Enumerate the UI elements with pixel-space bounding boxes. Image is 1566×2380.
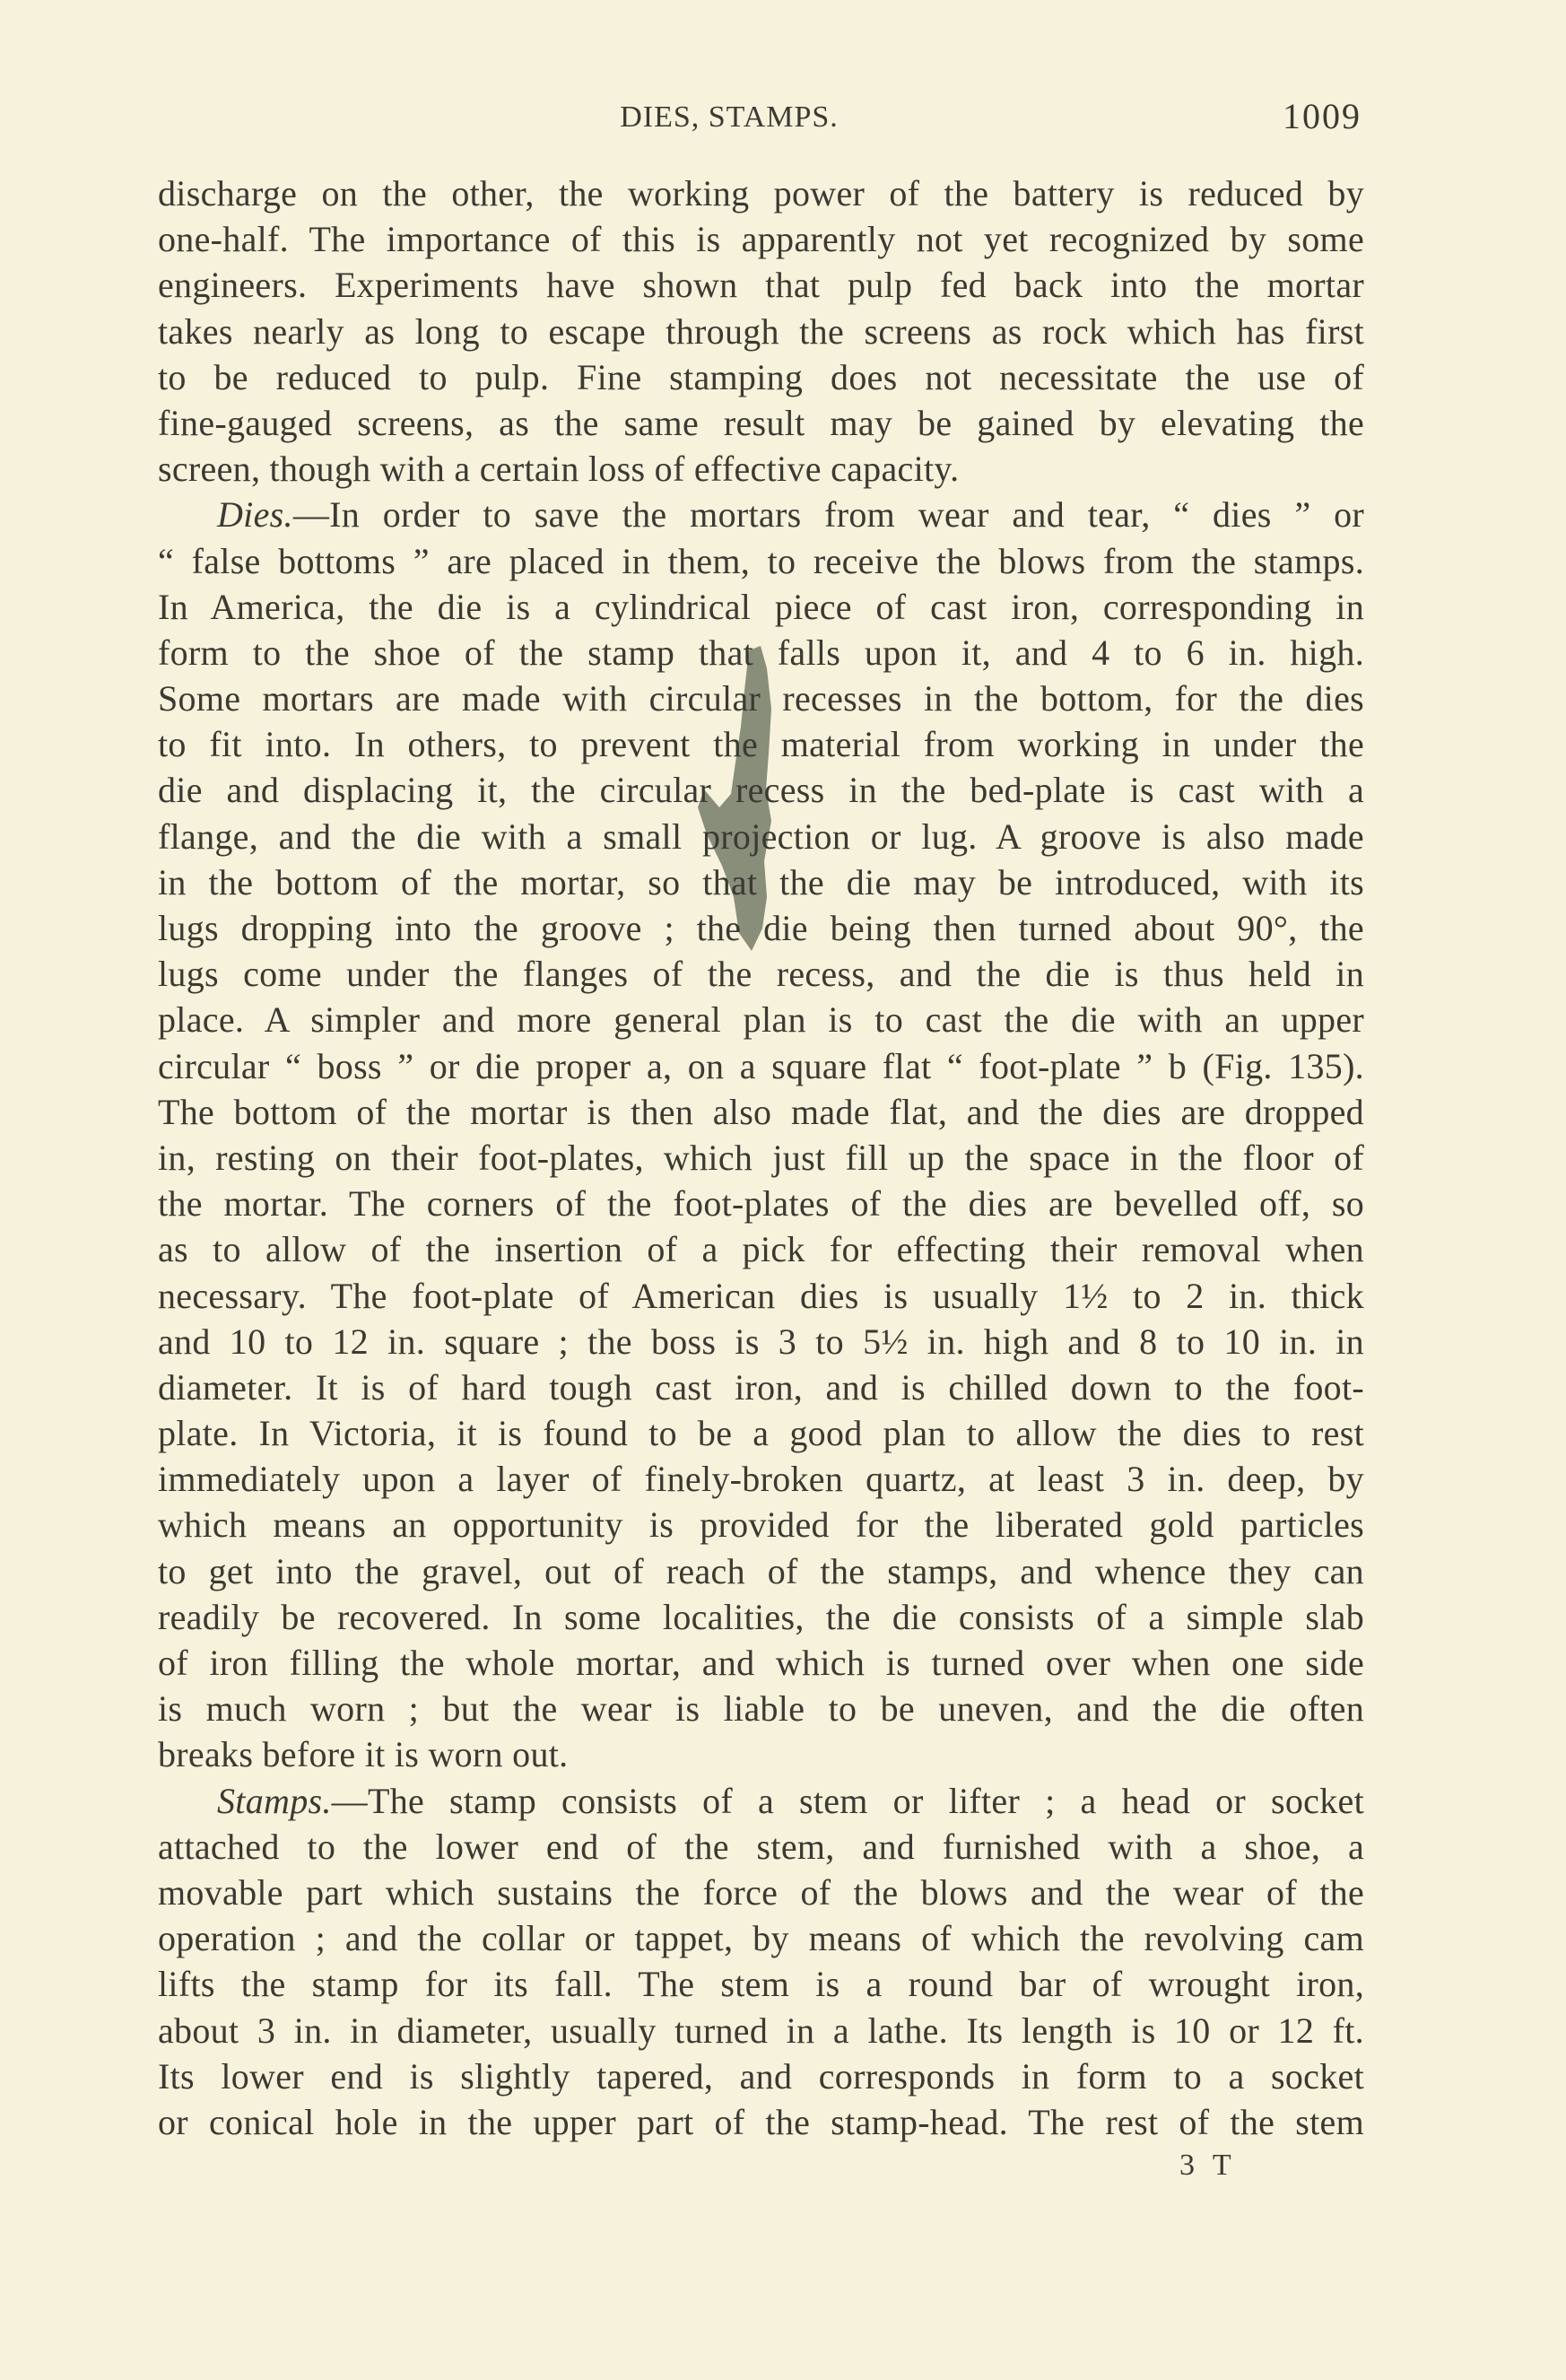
text-line [158,2008,1364,2053]
line-text: Some mortars are made with circular recesses in the bottom, for the dies [158,678,1364,719]
text-line [158,446,1364,492]
line-text: is much worn ; but the wear is liable to be uneven, and the die often [158,1688,1364,1730]
text-line [158,1686,1364,1731]
line-text: die and displacing it, the circular recess in the bed-plate is cast with a [158,770,1364,811]
text-line [158,1961,1364,2007]
text-line [158,1640,1364,1686]
text-line [158,1548,1364,1594]
line-text: one-half. The importance of this is apparently not yet recognized by some [158,219,1364,260]
text-line [158,1915,1364,1961]
text-line [158,262,1364,308]
line-text: or conical hole in the upper part of the stamp-head. The rest of the stem [158,2101,1364,2142]
line-text: necessary. The foot-plate of American dies is usually 1½ to 2 in. thick [158,1275,1364,1316]
section-lead: Stamps. [217,1780,332,1821]
signature-mark: 3 T [1179,2149,1237,2182]
page-number: 1009 [1283,96,1362,136]
line-text: fine-gauged screens, as the same result may be gained by elevating the [158,402,1364,443]
line-text: to get into the gravel, out of reach of the stamps, and whence they can [158,1550,1364,1591]
line-text: of iron filling the whole mortar, and which is turned over when one side [158,1643,1364,1683]
text-line [158,354,1364,400]
text-line [158,492,1364,537]
line-text: the mortar. The corners of the foot-plates of the dies are bevelled off, so [158,1183,1364,1225]
text-line [158,905,1364,951]
text-line [158,1731,1364,1777]
text-line [158,1089,1364,1135]
line-text: lugs dropping into the groove ; the die being then turned about 90°, the [158,908,1364,948]
line-text: takes nearly as long to escape through the screens as rock which has first [158,310,1364,352]
text-line [158,1135,1364,1181]
text-line [158,676,1364,721]
running-head: DIES, STAMPS. [620,100,839,134]
text-line [158,2053,1364,2099]
line-text: form to the shoe of the stamp that falls upon it, and 4 to 6 in. high. [158,632,1364,673]
section-lead: Dies. [217,494,293,536]
text-line [158,216,1364,262]
text-line [158,1824,1364,1870]
line-text: immediately upon a layer of finely-broken quartz, at least 3 in. deep, by [158,1459,1364,1500]
line-text: —The stamp consists of a stem or lifter ; a head or socket [331,1780,1364,1821]
line-text: breaks before it is worn out. [158,1734,569,1775]
text-line [158,951,1364,997]
line-text: which means an opportunity is provided for the liberated gold particles [158,1504,1364,1546]
line-text: screen, though with a certain loss of effective capacity. [158,449,960,490]
text-line [158,859,1364,905]
line-text: lugs come under the flanges of the recess, and the die is thus held in [158,954,1364,995]
line-text: lifts the stamp for its fall. The stem is a round bar of wrought iron, [158,1964,1364,2005]
line-text: diameter. It is of hard tough cast iron, and is chilled down to the foot- [158,1366,1364,1408]
text-line [158,1364,1364,1410]
line-text: engineers. Experiments have shown that pulp fed back into the mortar [158,265,1364,306]
text-line [158,814,1364,859]
text-line [158,1456,1364,1502]
line-text: and 10 to 12 in. square ; the boss is 3 to 5½ in. high and 8 to 10 in. in [158,1321,1364,1362]
line-text: in the bottom of the mortar, so that the die may be introduced, with its [158,861,1364,902]
line-text: —In order to save the mortars from wear and tear, “ dies ” or [292,494,1364,536]
text-line [158,630,1364,676]
line-text: readily be recovered. In some localities, the die consists of a simple slab [158,1596,1364,1637]
line-text: place. A simpler and more general plan is to cast the die with an upper [158,999,1364,1041]
line-text: operation ; and the collar or tappet, by means of which the revolving cam [158,1918,1364,1959]
text-line [158,584,1364,630]
line-text: movable part which sustains the force of the blows and the wear of the [158,1871,1364,1913]
line-text: about 3 in. in diameter, usually turned in a lathe. Its length is 10 or 12 ft. [158,2009,1364,2051]
text-line [158,1594,1364,1640]
text-line [158,1273,1364,1319]
line-text: attached to the lower end of the stem, and furnished with a shoe, a [158,1826,1364,1867]
line-text: “ false bottoms ” are placed in them, to receive the blows from the stamps. [158,540,1364,581]
text-line [158,1043,1364,1089]
text-line [158,1778,1364,1824]
line-text: The bottom of the mortar is then also made flat, and the dies are dropped [158,1091,1364,1132]
text-line [158,1226,1364,1272]
line-text: discharge on the other, the working power of the battery is reduced by [158,173,1364,214]
text-line [158,721,1364,767]
line-text: to be reduced to pulp. Fine stamping does not necessitate the use of [158,356,1364,397]
text-line [158,309,1364,354]
line-text: circular “ boss ” or die proper a, on a square flat “ foot-plate ” b (Fig. 135). [158,1045,1364,1086]
text-line [158,1319,1364,1364]
text-line [158,538,1364,584]
text-line [158,170,1364,216]
line-text: to fit into. In others, to prevent the material from working in under the [158,724,1364,765]
text-line [158,1870,1364,1915]
line-text: In America, the die is a cylindrical piece of cast iron, corresponding in [158,586,1364,627]
text-line [158,767,1364,813]
line-text: in, resting on their foot-plates, which just fill up the space in the floor of [158,1137,1364,1178]
body-text [158,170,1364,2145]
text-line [158,400,1364,446]
text-line [158,1181,1364,1226]
line-text: plate. In Victoria, it is found to be a good plan to allow the dies to rest [158,1413,1364,1454]
text-line [158,1502,1364,1547]
line-text: Its lower end is slightly tapered, and corresponds in form to a socket [158,2055,1364,2097]
line-text: flange, and the die with a small projection or lug. A groove is also made [158,815,1364,857]
text-line [158,2099,1364,2145]
text-line [158,1410,1364,1456]
text-line [158,997,1364,1042]
line-text: as to allow of the insertion of a pick for effecting their removal when [158,1229,1364,1270]
